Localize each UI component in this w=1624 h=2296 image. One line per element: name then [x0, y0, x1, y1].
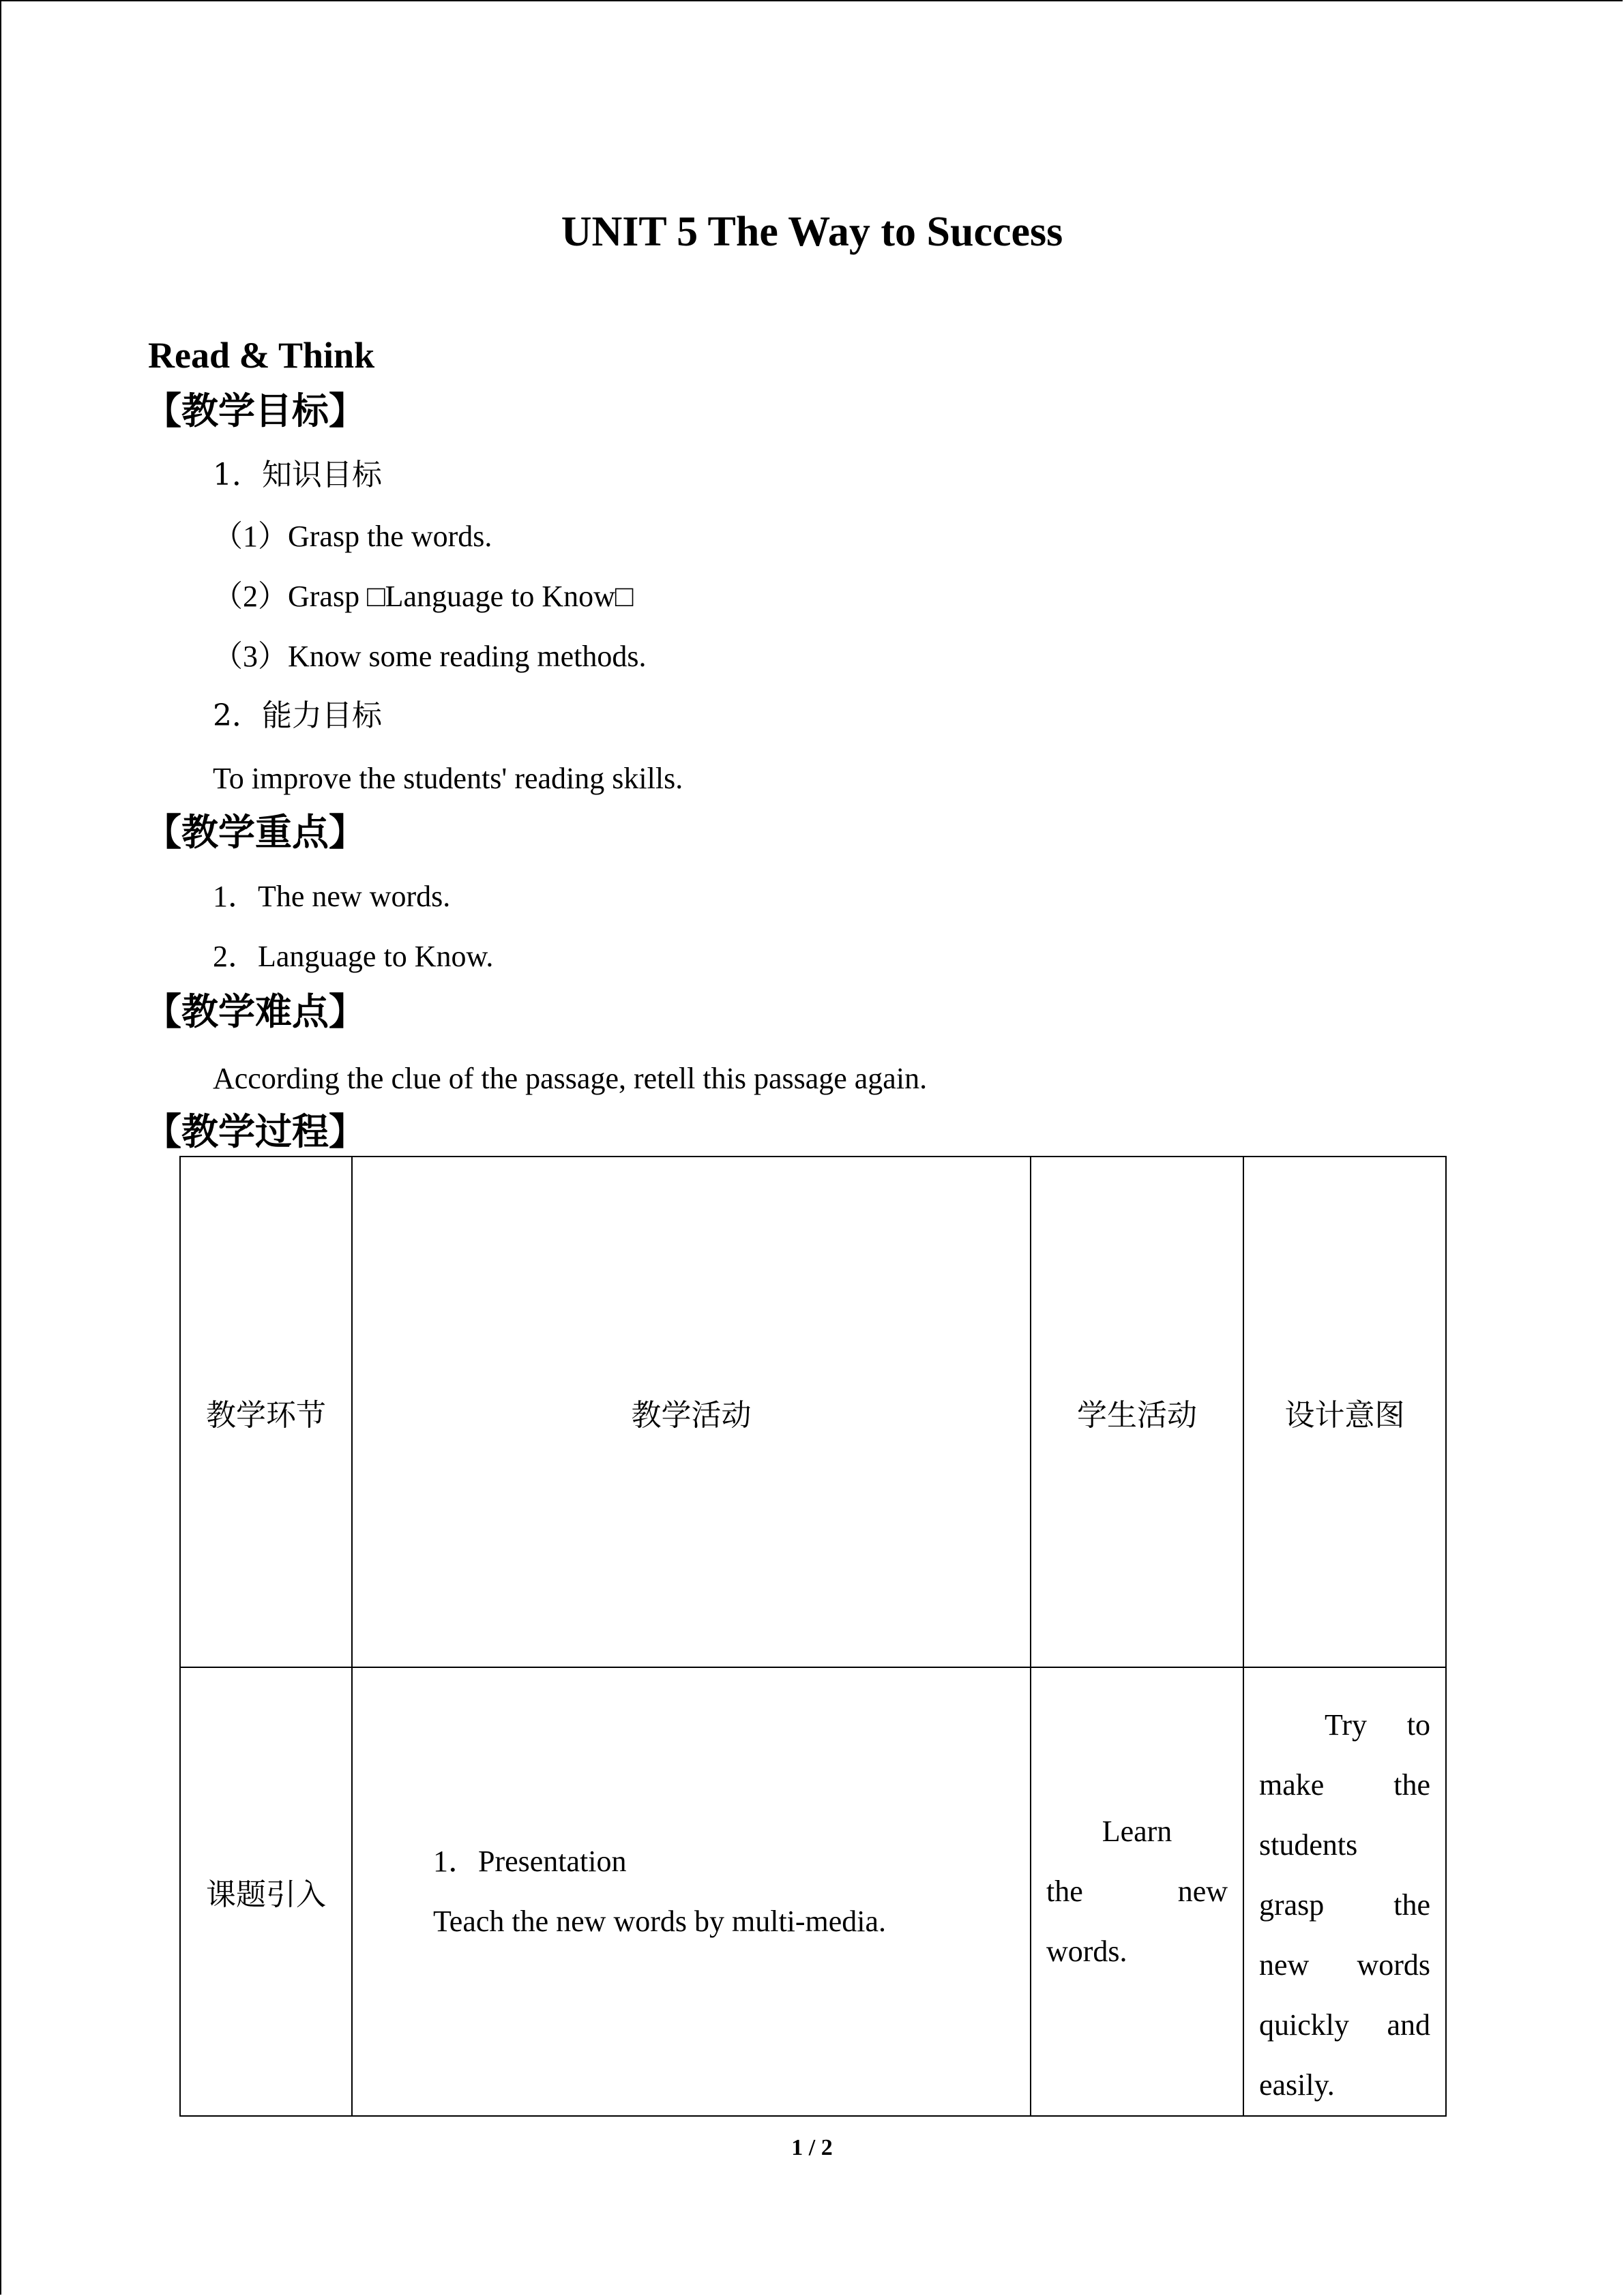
header-stage: 教学环节 — [180, 1157, 352, 1667]
activity-line: Teach the new words by multi-media. — [433, 1905, 887, 1938]
row-activity — [352, 1667, 1031, 2116]
page-number: 1 / 2 — [791, 2135, 833, 2160]
intent-line: grasp the — [1259, 1888, 1430, 1922]
objectives-line: 1．知识目标 — [213, 458, 382, 492]
intent-line: Try to — [1325, 1708, 1430, 1742]
table-header-row — [180, 1157, 1446, 1667]
objectives-line: （2）Grasp □Language to Know□ — [213, 580, 634, 613]
student-line: Learn — [1102, 1815, 1172, 1848]
student-line: the new — [1046, 1875, 1228, 1908]
key-points-line: 2．Language to Know. — [213, 940, 494, 973]
key-points-line: 1．The new words. — [213, 880, 451, 913]
difficulties-line: According the clue of the passage, retell this passage again. — [213, 1062, 928, 1095]
activity-line: 1．Presentation — [433, 1845, 627, 1878]
document-subtitle: Read & Think — [148, 335, 375, 376]
objectives-line: （3）Know some reading methods. — [213, 640, 647, 673]
objectives-heading: 【教学目标】 — [145, 389, 366, 432]
process-heading: 【教学过程】 — [145, 1110, 366, 1153]
process-table — [179, 1156, 1447, 2117]
row-stage: 课题引入 — [180, 1667, 352, 2116]
table-row — [180, 1667, 1446, 2116]
intent-line: new words — [1259, 1948, 1430, 1982]
row-intent — [1243, 1667, 1446, 2116]
objectives-line: （1）Grasp the words. — [213, 520, 492, 553]
intent-line: quickly and — [1259, 2008, 1430, 2042]
intent-line: easily. — [1259, 2068, 1335, 2102]
objectives-line: 2．能力目标 — [213, 698, 382, 733]
objectives-line: To improve the students' reading skills. — [213, 762, 683, 795]
header-student: 学生活动 — [1031, 1157, 1243, 1667]
student-line: words. — [1046, 1935, 1127, 1968]
difficulties-heading: 【教学难点】 — [145, 990, 366, 1033]
header-intent: 设计意图 — [1243, 1157, 1446, 1667]
document-title: UNIT 5 The Way to Success — [561, 209, 1063, 255]
intent-line: make the — [1259, 1768, 1430, 1802]
header-activity: 教学活动 — [352, 1157, 1031, 1667]
row-student — [1031, 1667, 1243, 2116]
intent-line: students — [1259, 1828, 1358, 1862]
key-points-heading: 【教学重点】 — [145, 811, 366, 854]
